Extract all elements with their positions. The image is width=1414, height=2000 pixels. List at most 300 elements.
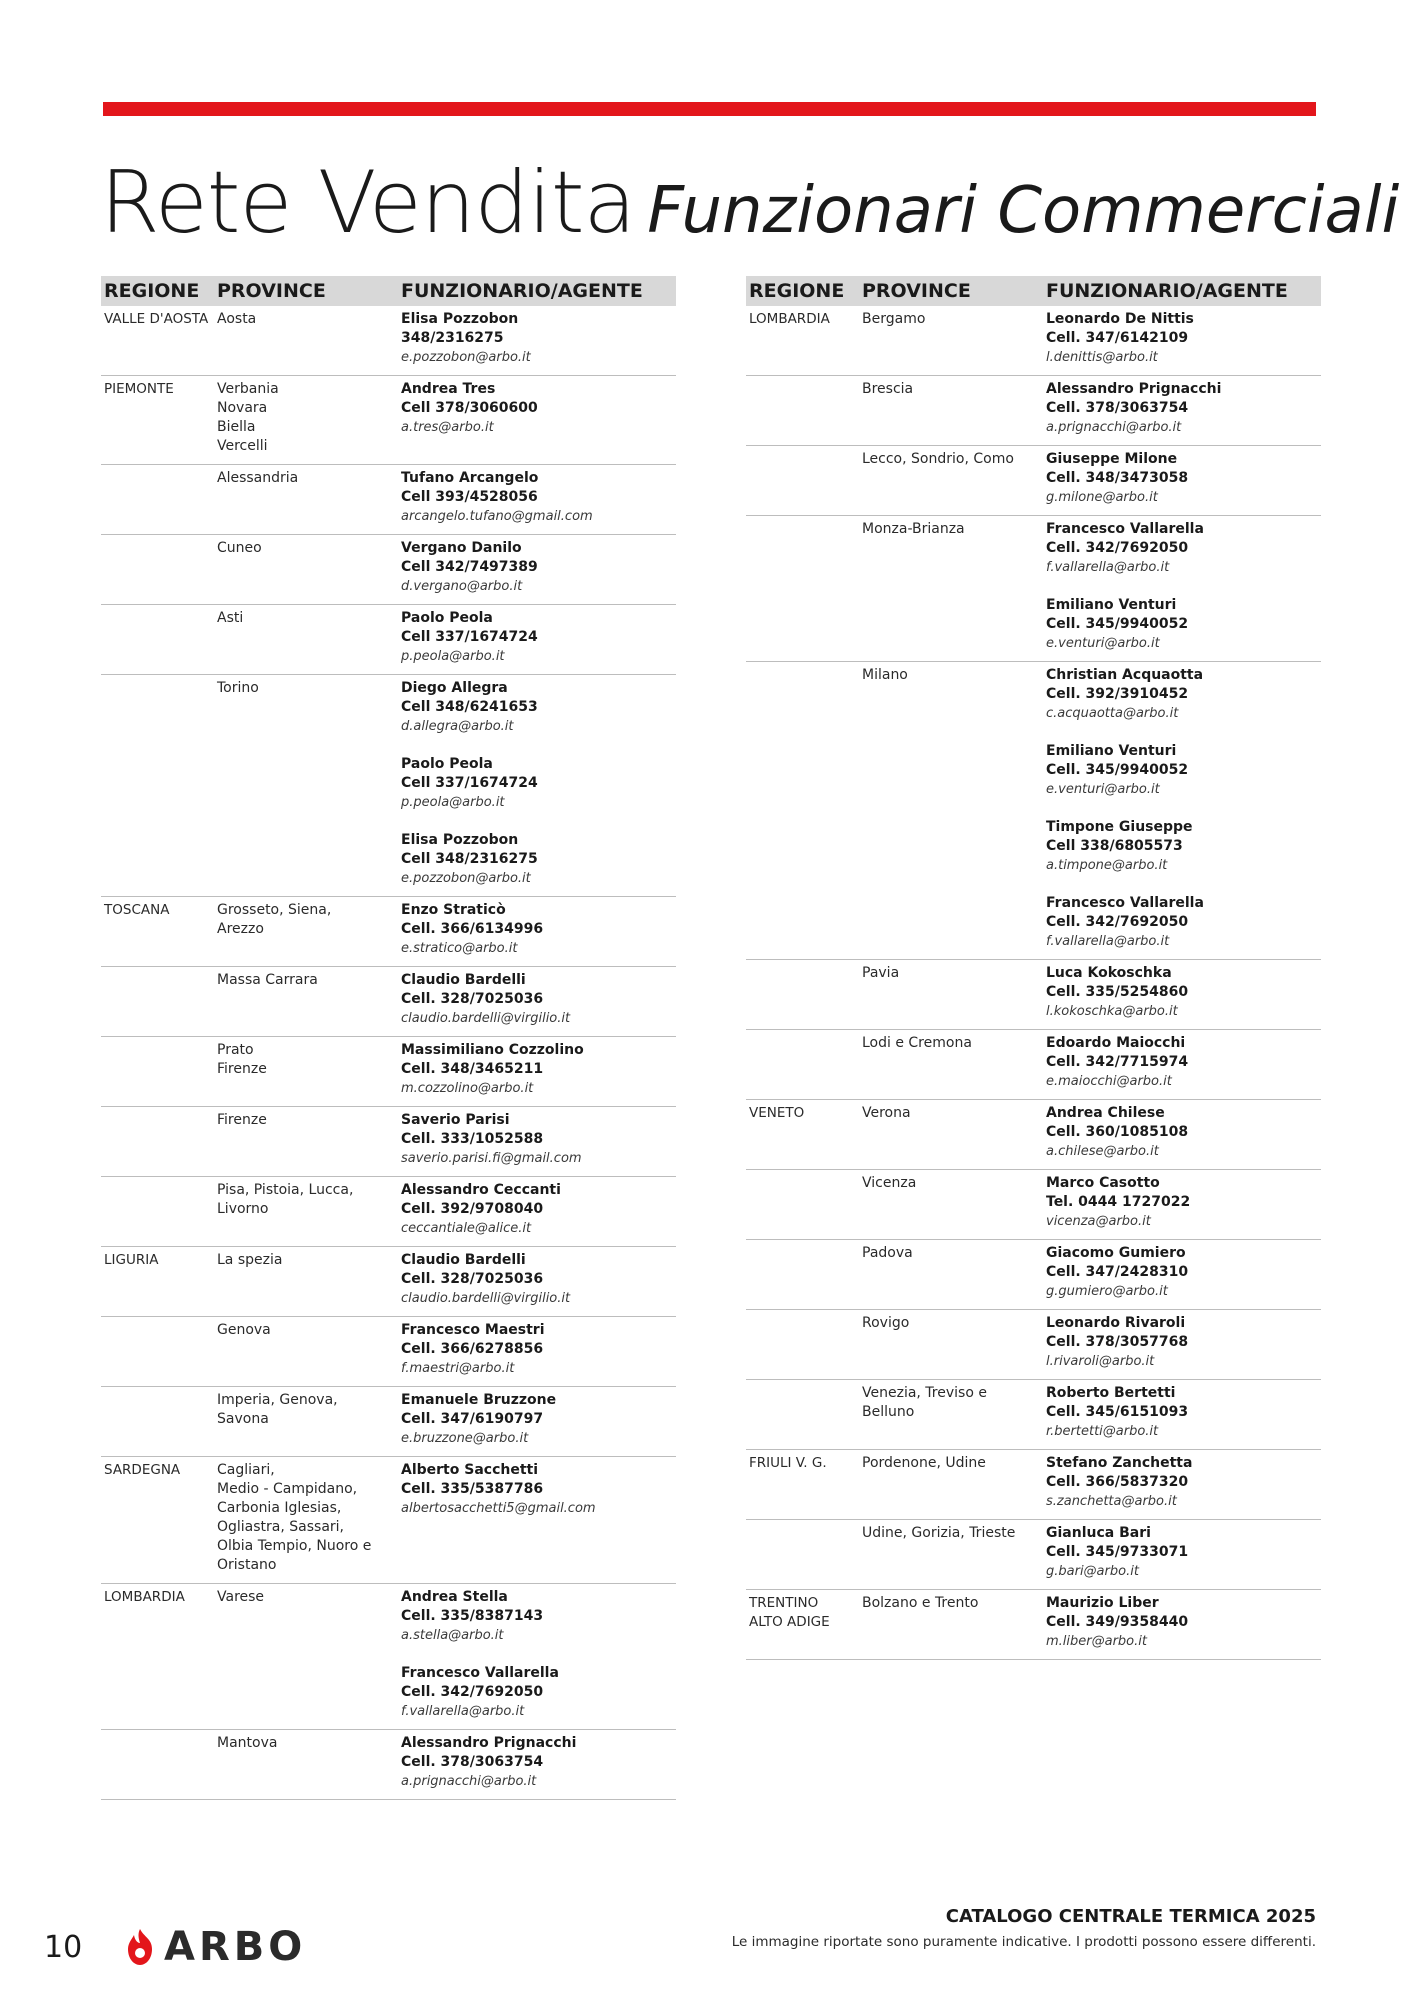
agent-name: Massimiliano Cozzolino: [401, 1042, 584, 1058]
cell-province: Prato Firenze: [217, 1042, 267, 1077]
agent-phone: Cell. 333/1052588: [401, 1131, 544, 1147]
cell-agente: [401, 1321, 676, 1378]
agent-name: Alessandro Prignacchi: [401, 1735, 577, 1751]
agent-email[interactable]: f.vallarella@arbo.it: [401, 1704, 525, 1719]
cell-regione: [746, 1244, 862, 1301]
agent-email[interactable]: e.pozzobon@arbo.it: [401, 350, 531, 365]
contact-block: [401, 1041, 676, 1098]
cell-province: Udine, Gorizia, Trieste: [862, 1525, 1016, 1541]
contact-block: [1046, 310, 1321, 367]
cell-agente: [1046, 1594, 1321, 1651]
agent-email[interactable]: e.pozzobon@arbo.it: [401, 871, 531, 886]
agent-phone: Cell. 392/9708040: [401, 1201, 544, 1217]
agent-email[interactable]: claudio.bardelli@virgilio.it: [401, 1291, 571, 1306]
contact-block: [1046, 450, 1321, 507]
flame-icon: [122, 1927, 158, 1967]
agent-phone: Cell. 345/9733071: [1046, 1544, 1189, 1560]
agent-phone: Cell. 366/6134996: [401, 921, 544, 937]
agent-email[interactable]: s.zanchetta@arbo.it: [1046, 1494, 1177, 1509]
agent-phone: Cell 337/1674724: [401, 775, 538, 791]
table-row: [746, 1030, 1321, 1100]
table-row: [101, 1177, 676, 1247]
contact-block: [401, 1321, 676, 1378]
cell-province: Alessandria: [217, 470, 299, 486]
table-header: [101, 276, 676, 306]
contact-block: [1046, 1034, 1321, 1091]
contact-block: [401, 1251, 676, 1308]
agent-email[interactable]: arcangelo.tufano@gmail.com: [401, 509, 593, 524]
contact-block: [401, 310, 676, 367]
agent-name: Timpone Giuseppe: [1046, 819, 1193, 835]
agent-name: Marco Casotto: [1046, 1175, 1160, 1191]
table-row: [746, 960, 1321, 1030]
cell-agente: [401, 380, 676, 456]
agent-email[interactable]: p.peola@arbo.it: [401, 649, 505, 664]
header-agente: FUNZIONARIO/AGENTE: [1046, 280, 1288, 302]
table-row: [746, 1380, 1321, 1450]
cell-agente: [1046, 1314, 1321, 1371]
table-row: [746, 1240, 1321, 1310]
agent-phone: 348/2316275: [401, 330, 504, 346]
cell-province: Firenze: [217, 1112, 267, 1128]
agent-email[interactable]: e.venturi@arbo.it: [1046, 782, 1160, 797]
contact-block: [1046, 818, 1321, 875]
brand-logo: [122, 1924, 306, 1970]
table-row: [746, 376, 1321, 446]
agent-name: Stefano Zanchetta: [1046, 1455, 1193, 1471]
agent-phone: Cell. 347/6142109: [1046, 330, 1189, 346]
contact-block: [1046, 894, 1321, 951]
agent-name: Emanuele Bruzzone: [401, 1392, 557, 1408]
cell-regione: [101, 971, 217, 1028]
cell-agente: [401, 1391, 676, 1448]
cell-regione: [101, 609, 217, 666]
agent-phone: Cell 348/6241653: [401, 699, 538, 715]
contact-block: [1046, 1524, 1321, 1581]
page-title-main: Rete Vendita: [100, 153, 636, 253]
table-header: [746, 276, 1321, 306]
agent-email[interactable]: a.prignacchi@arbo.it: [401, 1774, 537, 1789]
agent-name: Diego Allegra: [401, 680, 508, 696]
agent-phone: Cell. 345/9940052: [1046, 616, 1189, 632]
cell-regione: LOMBARDIA: [104, 1589, 185, 1605]
agent-phone: Cell. 328/7025036: [401, 991, 544, 1007]
agent-email[interactable]: f.vallarella@arbo.it: [1046, 934, 1170, 949]
agent-email[interactable]: l.rivaroli@arbo.it: [1046, 1354, 1155, 1369]
cell-regione: VENETO: [749, 1105, 805, 1121]
contact-block: [401, 539, 676, 596]
agent-name: Andrea Tres: [401, 381, 496, 397]
cell-agente: [1046, 1104, 1321, 1161]
contact-block: [1046, 666, 1321, 723]
agent-email[interactable]: albertosacchetti5@gmail.com: [401, 1501, 596, 1516]
agent-email[interactable]: saverio.parisi.fi@gmail.com: [401, 1151, 582, 1166]
agent-name: Alessandro Ceccanti: [401, 1182, 561, 1198]
agent-phone: Cell. 378/3063754: [401, 1754, 544, 1770]
agent-name: Alberto Sacchetti: [401, 1462, 539, 1478]
cell-agente: [401, 1111, 676, 1168]
cell-province: Padova: [862, 1245, 913, 1261]
agent-email[interactable]: c.acquaotta@arbo.it: [1046, 706, 1179, 721]
agent-phone: Cell. 348/3465211: [401, 1061, 544, 1077]
agent-phone: Tel. 0444 1727022: [1046, 1194, 1191, 1210]
cell-agente: [1046, 380, 1321, 437]
agent-email[interactable]: m.cozzolino@arbo.it: [401, 1081, 534, 1096]
table-row: [101, 306, 676, 376]
cell-province: Aosta: [217, 311, 257, 327]
contact-block: [1046, 1104, 1321, 1161]
cell-agente: [401, 1041, 676, 1098]
cell-agente: [1046, 1524, 1321, 1581]
cell-agente: [1046, 450, 1321, 507]
contact-block: [1046, 520, 1321, 577]
table-row: [746, 1450, 1321, 1520]
agent-phone: Cell. 360/1085108: [1046, 1124, 1189, 1140]
cell-province: Pavia: [862, 965, 900, 981]
agent-email[interactable]: a.stella@arbo.it: [401, 1628, 504, 1643]
cell-province: Brescia: [862, 381, 914, 397]
table-row: [101, 1730, 676, 1800]
agent-email[interactable]: g.milone@arbo.it: [1046, 490, 1158, 505]
cell-province: Lodi e Cremona: [862, 1035, 972, 1051]
cell-regione: [101, 1181, 217, 1238]
agent-name: Emiliano Venturi: [1046, 597, 1177, 613]
agent-name: Elisa Pozzobon: [401, 832, 519, 848]
table-row: [101, 1387, 676, 1457]
table-row: [101, 675, 676, 897]
agent-phone: Cell. 349/9358440: [1046, 1614, 1189, 1630]
cell-agente: [401, 609, 676, 666]
agent-email[interactable]: a.prignacchi@arbo.it: [1046, 420, 1182, 435]
agent-phone: Cell. 345/6151093: [1046, 1404, 1189, 1420]
agent-name: Maurizio Liber: [1046, 1595, 1159, 1611]
cell-agente: [401, 1251, 676, 1308]
agent-phone: Cell 378/3060600: [401, 400, 538, 416]
table-row: [746, 306, 1321, 376]
cell-province: La spezia: [217, 1252, 283, 1268]
table-row: [746, 446, 1321, 516]
contact-block: [401, 901, 676, 958]
contact-block: [1046, 1454, 1321, 1511]
cell-province: Mantova: [217, 1735, 278, 1751]
cell-province: Cagliari, Medio - Campidano, Carbonia Iglesias, Ogliastra, Sassari, Olbia Tempio, Nuoro e Oristano: [217, 1462, 372, 1573]
agent-email[interactable]: f.maestri@arbo.it: [401, 1361, 515, 1376]
cell-agente: [1046, 1454, 1321, 1511]
agent-email[interactable]: g.bari@arbo.it: [1046, 1564, 1139, 1579]
table-row: [101, 376, 676, 465]
agent-phone: Cell 348/2316275: [401, 851, 538, 867]
cell-agente: [401, 1181, 676, 1238]
agent-name: Roberto Bertetti: [1046, 1385, 1176, 1401]
cell-regione: LIGURIA: [104, 1252, 159, 1268]
cell-province: Pordenone, Udine: [862, 1455, 986, 1471]
agent-name: Tufano Arcangelo: [401, 470, 539, 486]
cell-province: Milano: [862, 667, 908, 683]
agent-name: Leonardo Rivaroli: [1046, 1315, 1186, 1331]
agent-phone: Cell. 347/2428310: [1046, 1264, 1189, 1280]
agent-name: Andrea Chilese: [1046, 1105, 1165, 1121]
right-table: [746, 276, 1321, 1660]
agent-name: Claudio Bardelli: [401, 1252, 526, 1268]
cell-province: Verona: [862, 1105, 911, 1121]
cell-regione: TOSCANA: [104, 902, 170, 918]
agent-phone: Cell. 335/8387143: [401, 1608, 544, 1624]
cell-agente: [1046, 666, 1321, 951]
agent-name: Leonardo De Nittis: [1046, 311, 1194, 327]
table-row: [746, 1170, 1321, 1240]
cell-regione: [101, 1321, 217, 1378]
cell-regione: VALLE D'AOSTA: [104, 311, 209, 327]
cell-province: Vicenza: [862, 1175, 917, 1191]
contact-block: [1046, 1594, 1321, 1651]
table-row: [746, 1520, 1321, 1590]
cell-regione: TRENTINO ALTO ADIGE: [749, 1595, 830, 1630]
agent-phone: Cell 393/4528056: [401, 489, 538, 505]
table-row: [101, 535, 676, 605]
agent-phone: Cell. 328/7025036: [401, 1271, 544, 1287]
contact-block: [1046, 742, 1321, 799]
agent-phone: Cell. 335/5254860: [1046, 984, 1189, 1000]
cell-agente: [1046, 1244, 1321, 1301]
agent-name: Edoardo Maiocchi: [1046, 1035, 1186, 1051]
table-row: [746, 1590, 1321, 1660]
left-table: [101, 276, 676, 1800]
cell-province: Verbania Novara Biella Vercelli: [217, 381, 279, 454]
contact-block: [401, 469, 676, 526]
agent-email[interactable]: e.stratico@arbo.it: [401, 941, 518, 956]
agent-name: Alessandro Prignacchi: [1046, 381, 1222, 397]
contact-block: [401, 1111, 676, 1168]
cell-agente: [401, 971, 676, 1028]
agent-email[interactable]: e.bruzzone@arbo.it: [401, 1431, 529, 1446]
agent-name: Andrea Stella: [401, 1589, 508, 1605]
agent-email[interactable]: ceccantiale@alice.it: [401, 1221, 532, 1236]
cell-agente: [401, 539, 676, 596]
agent-email[interactable]: a.tres@arbo.it: [401, 420, 494, 435]
cell-agente: [1046, 1034, 1321, 1091]
cell-agente: [1046, 310, 1321, 367]
cell-agente: [1046, 520, 1321, 653]
cell-regione: LOMBARDIA: [749, 311, 830, 327]
cell-agente: [1046, 1174, 1321, 1231]
agent-phone: Cell. 345/9940052: [1046, 762, 1189, 778]
table-row: [746, 662, 1321, 960]
cell-agente: [401, 1734, 676, 1791]
cell-province: Cuneo: [217, 540, 262, 556]
cell-regione: [746, 1314, 862, 1371]
table-row: [101, 1317, 676, 1387]
agent-email[interactable]: e.venturi@arbo.it: [1046, 636, 1160, 651]
agent-phone: Cell. 366/5837320: [1046, 1474, 1189, 1490]
agent-phone: Cell. 378/3063754: [1046, 400, 1189, 416]
contact-block: [401, 1588, 676, 1645]
cell-regione: [746, 964, 862, 1021]
agent-phone: Cell. 366/6278856: [401, 1341, 544, 1357]
agent-name: Luca Kokoschka: [1046, 965, 1172, 981]
agent-phone: Cell. 335/5387786: [401, 1481, 544, 1497]
cell-province: Torino: [217, 680, 259, 696]
table-row: [101, 1247, 676, 1317]
cell-regione: [746, 1034, 862, 1091]
table-row: [746, 516, 1321, 662]
contact-block: [1046, 1244, 1321, 1301]
contact-block: [401, 679, 676, 736]
cell-regione: [746, 666, 862, 951]
cell-regione: [746, 1384, 862, 1441]
contact-block: [1046, 380, 1321, 437]
cell-regione: [746, 520, 862, 653]
contact-block: [1046, 964, 1321, 1021]
page-number: 10: [44, 1930, 83, 1965]
contact-block: [401, 609, 676, 666]
cell-agente: [401, 679, 676, 888]
agent-name: Francesco Vallarella: [1046, 521, 1204, 537]
cell-province: Venezia, Treviso e Belluno: [862, 1385, 987, 1420]
agent-phone: Cell. 342/7692050: [1046, 914, 1189, 930]
cell-regione: [746, 1174, 862, 1231]
cell-province: Massa Carrara: [217, 972, 318, 988]
agent-name: Giacomo Gumiero: [1046, 1245, 1186, 1261]
agent-phone: Cell 342/7497389: [401, 559, 538, 575]
cell-province: Asti: [217, 610, 244, 626]
contact-block: [1046, 1174, 1321, 1231]
table-row: [101, 1584, 676, 1730]
cell-agente: [401, 310, 676, 367]
agent-email[interactable]: l.kokoschka@arbo.it: [1046, 1004, 1178, 1019]
agent-email[interactable]: vicenza@arbo.it: [1046, 1214, 1151, 1229]
contact-block: [401, 755, 676, 812]
contact-block: [1046, 1384, 1321, 1441]
agent-phone: Cell 337/1674724: [401, 629, 538, 645]
page-title: [100, 153, 1400, 253]
agent-name: Paolo Peola: [401, 756, 493, 772]
agent-email[interactable]: l.denittis@arbo.it: [1046, 350, 1158, 365]
cell-province: Genova: [217, 1322, 271, 1338]
agent-email[interactable]: a.chilese@arbo.it: [1046, 1144, 1159, 1159]
cell-agente: [401, 901, 676, 958]
left-table-body: [101, 306, 676, 1800]
table-row: [101, 605, 676, 675]
cell-regione: [746, 450, 862, 507]
table-row: [746, 1100, 1321, 1170]
cell-regione: [746, 380, 862, 437]
agent-name: Francesco Maestri: [401, 1322, 545, 1338]
agent-phone: Cell. 392/3910452: [1046, 686, 1189, 702]
contact-block: [1046, 1314, 1321, 1371]
cell-regione: [101, 1111, 217, 1168]
cell-regione: FRIULI V. G.: [749, 1455, 827, 1471]
agent-name: Emiliano Venturi: [1046, 743, 1177, 759]
table-row: [101, 1037, 676, 1107]
agent-name: Christian Acquaotta: [1046, 667, 1204, 683]
disclaimer-note: Le immagine riportate sono puramente indicative. I prodotti possono essere differenti.: [731, 1934, 1316, 1950]
contact-block: [401, 1664, 676, 1721]
agent-phone: Cell. 348/3473058: [1046, 470, 1189, 486]
agent-name: Enzo Straticò: [401, 902, 506, 918]
agent-email[interactable]: d.allegra@arbo.it: [401, 719, 514, 734]
agent-email[interactable]: p.peola@arbo.it: [401, 795, 505, 810]
header-province: PROVINCE: [862, 280, 971, 302]
contact-block: [1046, 596, 1321, 653]
cell-regione: PIEMONTE: [104, 381, 174, 397]
cell-regione: [746, 1524, 862, 1581]
cell-regione: [101, 1734, 217, 1791]
agent-name: Claudio Bardelli: [401, 972, 526, 988]
contact-block: [401, 1181, 676, 1238]
table-row: [101, 1107, 676, 1177]
cell-agente: [1046, 1384, 1321, 1441]
header-regione: REGIONE: [749, 280, 845, 302]
table-row: [101, 967, 676, 1037]
agent-name: Gianluca Bari: [1046, 1525, 1151, 1541]
cell-agente: [1046, 964, 1321, 1021]
table-row: [101, 465, 676, 535]
agent-email[interactable]: a.timpone@arbo.it: [1046, 858, 1168, 873]
agent-email[interactable]: g.gumiero@arbo.it: [1046, 1284, 1168, 1299]
contact-block: [401, 1391, 676, 1448]
contact-block: [401, 971, 676, 1028]
catalog-title: CATALOGO CENTRALE TERMICA 2025: [945, 1906, 1316, 1927]
agent-name: Paolo Peola: [401, 610, 493, 626]
cell-province: Grosseto, Siena, Arezzo: [217, 902, 332, 937]
agent-name: Saverio Parisi: [401, 1112, 510, 1128]
cell-regione: [101, 539, 217, 596]
agent-phone: Cell. 342/7692050: [1046, 540, 1189, 556]
cell-agente: [401, 1588, 676, 1721]
cell-regione: [101, 469, 217, 526]
right-table-body: [746, 306, 1321, 1660]
header-province: PROVINCE: [217, 280, 326, 302]
agent-name: Francesco Vallarella: [401, 1665, 559, 1681]
agent-email[interactable]: claudio.bardelli@virgilio.it: [401, 1011, 571, 1026]
brand-name: ARBO: [164, 1924, 307, 1970]
contact-block: [401, 1734, 676, 1791]
cell-province: Monza-Brianza: [862, 521, 965, 537]
top-accent-bar: [103, 102, 1316, 116]
cell-province: Rovigo: [862, 1315, 910, 1331]
contact-block: [401, 831, 676, 888]
cell-province: Lecco, Sondrio, Como: [862, 451, 1014, 467]
agent-name: Giuseppe Milone: [1046, 451, 1178, 467]
cell-regione: [101, 1041, 217, 1098]
contact-block: [401, 1461, 676, 1518]
agent-email[interactable]: d.vergano@arbo.it: [401, 579, 523, 594]
agent-email[interactable]: e.maiocchi@arbo.it: [1046, 1074, 1172, 1089]
agent-name: Francesco Vallarella: [1046, 895, 1204, 911]
cell-province: Imperia, Genova, Savona: [217, 1392, 338, 1427]
agent-email[interactable]: f.vallarella@arbo.it: [1046, 560, 1170, 575]
agent-phone: Cell. 347/6190797: [401, 1411, 544, 1427]
agent-email[interactable]: m.liber@arbo.it: [1046, 1634, 1147, 1649]
cell-regione: [101, 1391, 217, 1448]
cell-province: Bolzano e Trento: [862, 1595, 979, 1611]
cell-province: Pisa, Pistoia, Lucca, Livorno: [217, 1182, 354, 1217]
agent-name: Vergano Danilo: [401, 540, 522, 556]
page-title-sub: Funzionari Commerciali: [647, 174, 1400, 248]
agent-email[interactable]: r.bertetti@arbo.it: [1046, 1424, 1159, 1439]
header-regione: REGIONE: [104, 280, 200, 302]
cell-province: Bergamo: [862, 311, 926, 327]
cell-regione: SARDEGNA: [104, 1462, 181, 1478]
cell-agente: [401, 1461, 676, 1575]
agent-phone: Cell. 342/7715974: [1046, 1054, 1189, 1070]
agent-phone: Cell 338/6805573: [1046, 838, 1183, 854]
agent-phone: Cell. 342/7692050: [401, 1684, 544, 1700]
cell-regione: [101, 679, 217, 888]
header-agente: FUNZIONARIO/AGENTE: [401, 280, 643, 302]
table-row: [101, 897, 676, 967]
contact-block: [401, 380, 676, 437]
